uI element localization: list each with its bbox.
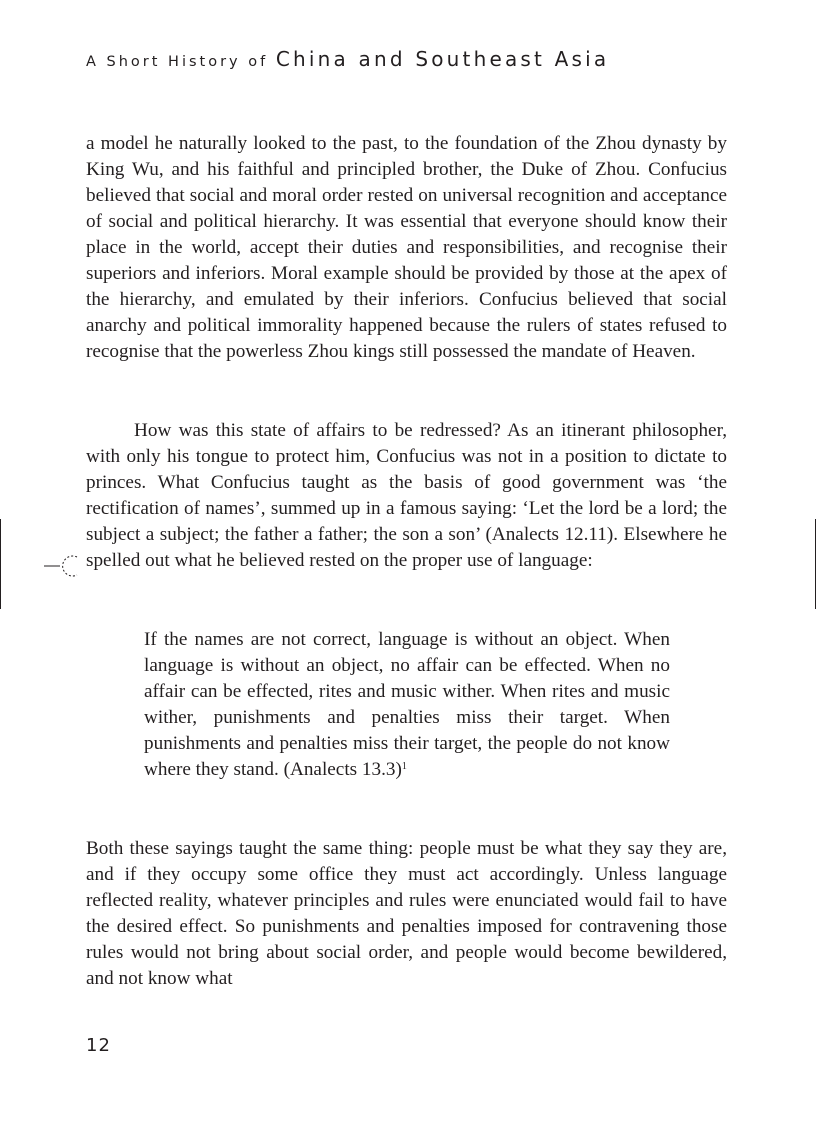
body-paragraph-1 [86, 131, 727, 365]
paragraph-text: How was this state of affairs to be redressed? As an itinerant philosopher, with only his tongue to protect him, Confucius was not in a position to dictate to princes. What Confucius taught as the basis of good government was ‘the rectification of names’, summed up in a famous saying: ‘Let the lord be a lord; the subject a subject; the father a father; the son a son’ (Analects 12.11). Elsewhere he spelled out what he believed rested on the proper use of language: [86, 420, 727, 571]
body-paragraph-2 [86, 418, 727, 574]
body-paragraph-3 [86, 836, 727, 992]
quote-text: If the names are not correct, language is without an object. When language is without an object, no affair can be effected. When no affair can be effected, rites and music wither. When rites and music wither, punishments and penalties miss their target. When punishments and penalties miss their target, the people do not know where they stand. (Analects 13.3) [144, 629, 670, 780]
block-quote [144, 627, 670, 783]
paragraph-text: Both these sayings taught the same thing: people must be what they say they are, and if they occupy some office they must act accordingly. Unless language reflected reality, whatever principles and rules were enunciated would fail to have the desired effect. So punishments and penalties imposed for contravening those rules would not bring about social order, and people would become bewildered, and not know what [86, 838, 727, 989]
running-head-book-title: China and Southeast Asia [275, 47, 610, 71]
paragraph-text: a model he naturally looked to the past, to the foundation of the Zhou dynasty by King Wu, and his faithful and principled brother, the Duke of Zhou. Confucius believed that social and moral order rested on universal recognition and acceptance of social and political hierarchy. It was essential that everyone should know their place in the world, accept their duties and responsibilities, and recognise their superiors and inferiors. Moral example should be provided by those at the apex of the hierarchy, and emulated by their inferiors. Confucius believed that social anarchy and political immorality happened because the rulers of states refused to recognise that the powerless Zhou kings still possessed the mandate of Heaven. [86, 133, 727, 362]
crop-mark-left [0, 519, 1, 609]
running-head [86, 47, 726, 75]
footnote-marker: 1 [401, 761, 407, 772]
registration-mark-icon [44, 553, 84, 583]
quote-paragraph [144, 627, 670, 783]
page-number: 12 [86, 1035, 111, 1056]
running-head-series-title: A Short History of [86, 54, 276, 70]
